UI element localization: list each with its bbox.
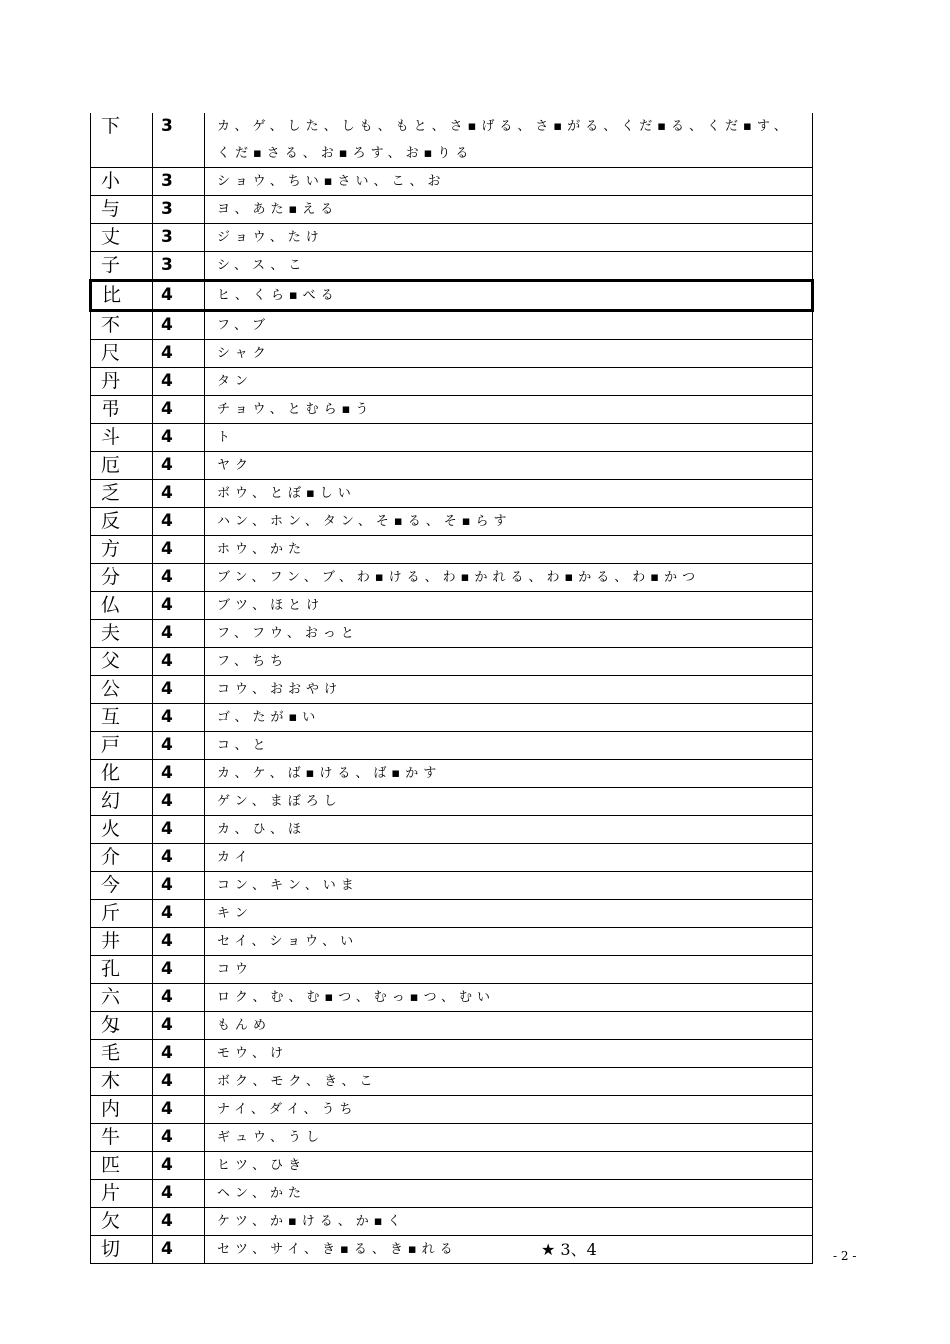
readings-cell (205, 480, 813, 508)
stroke-count-cell: 4 (153, 900, 205, 928)
reading-line: タン (217, 374, 254, 389)
kanji-cell: 尺 (91, 340, 153, 368)
kanji-cell: 弔 (91, 396, 153, 424)
table-row (91, 452, 813, 480)
kanji-cell: 火 (91, 816, 153, 844)
stroke-count-cell: 4 (153, 340, 205, 368)
stroke-count-cell: 3 (153, 224, 205, 252)
stroke-count-cell: 4 (153, 984, 205, 1012)
stroke-count-cell: 4 (153, 281, 205, 311)
table-row (91, 281, 813, 311)
reading-line: カ、ひ、ほ (217, 822, 306, 837)
table-row (91, 368, 813, 396)
table-row (91, 1096, 813, 1124)
table-row (91, 424, 813, 452)
table-row (91, 252, 813, 281)
reading-line: セイ、ショウ、い (217, 934, 359, 949)
stroke-count-cell: 4 (153, 788, 205, 816)
reading-line: ヘン、かた (217, 1186, 306, 1201)
readings-cell (205, 984, 813, 1012)
stroke-count-cell: 4 (153, 648, 205, 676)
reading-line: コン、キン、いま (217, 878, 359, 893)
readings-cell (205, 508, 813, 536)
reading-line: ナイ、ダイ、うち (217, 1102, 358, 1117)
readings-cell (205, 956, 813, 984)
table-row (91, 844, 813, 872)
kanji-cell: 幻 (91, 788, 153, 816)
table-row (91, 648, 813, 676)
table-row (91, 113, 813, 168)
kanji-cell: 下 (91, 113, 153, 168)
readings-cell (205, 1124, 813, 1152)
reading-line: ボウ、とぼ▪しい (217, 486, 356, 501)
reading-line: チョウ、とむら▪う (217, 402, 374, 417)
reading-line: セツ、サイ、き▪る、き▪れる (217, 1242, 458, 1257)
readings-cell (205, 1096, 813, 1124)
kanji-cell: 与 (91, 196, 153, 224)
reading-line: カ、ゲ、した、しも、もと、さ▪げる、さ▪がる、くだ▪る、くだ▪す、 (217, 119, 792, 134)
readings-cell (205, 452, 813, 480)
table-row (91, 1012, 813, 1040)
readings-cell (205, 844, 813, 872)
readings-cell (205, 1068, 813, 1096)
reading-line: フ、ブ (217, 318, 270, 333)
stroke-count-cell: 4 (153, 592, 205, 620)
readings-cell (205, 113, 813, 168)
table-row (91, 928, 813, 956)
kanji-cell: 木 (91, 1068, 153, 1096)
readings-cell (205, 816, 813, 844)
stroke-count-cell: 4 (153, 1180, 205, 1208)
kanji-cell: 比 (91, 281, 153, 311)
stroke-count-cell: 4 (153, 508, 205, 536)
reading-line: ヨ、あた▪える (217, 202, 339, 217)
table-row (91, 816, 813, 844)
reading-line: カイ (217, 850, 253, 865)
stroke-count-cell: 4 (153, 1124, 205, 1152)
readings-cell (205, 311, 813, 340)
reading-line: コウ、おおやけ (217, 682, 342, 697)
table-row (91, 480, 813, 508)
kanji-cell: 牛 (91, 1124, 153, 1152)
reading-line: ブン、フン、ブ、わ▪ける、わ▪かれる、わ▪かる、わ▪かつ (217, 570, 701, 585)
reading-line: ゲン、まぼろし (217, 794, 342, 809)
stroke-count-cell: 4 (153, 536, 205, 564)
reading-line: ヒ、くら▪べる (217, 288, 339, 303)
readings-cell (205, 676, 813, 704)
readings-cell (205, 536, 813, 564)
readings-cell (205, 900, 813, 928)
stroke-count-cell: 4 (153, 396, 205, 424)
readings-cell (205, 1236, 813, 1264)
reading-line: ボク、モク、き、こ (217, 1074, 378, 1089)
reading-line: ロク、む、む▪つ、むっ▪つ、むい (217, 990, 496, 1005)
kanji-cell: 乏 (91, 480, 153, 508)
readings-cell (205, 168, 813, 196)
reading-line: ト (217, 430, 236, 445)
kanji-cell: 丈 (91, 224, 153, 252)
reading-line: ジョウ、たけ (217, 230, 324, 245)
kanji-cell: 夫 (91, 620, 153, 648)
stroke-count-cell: 4 (153, 956, 205, 984)
stroke-count-cell: 3 (153, 168, 205, 196)
table-body (91, 113, 813, 1264)
stroke-count-cell: 4 (153, 311, 205, 340)
stroke-count-cell: 4 (153, 1208, 205, 1236)
kanji-cell: 子 (91, 252, 153, 281)
kanji-cell: 今 (91, 872, 153, 900)
kanji-cell: 六 (91, 984, 153, 1012)
table-row (91, 592, 813, 620)
stroke-count-cell: 4 (153, 1152, 205, 1180)
reading-line: ゴ、たが▪い (217, 710, 321, 725)
kanji-cell: 公 (91, 676, 153, 704)
kanji-cell: 小 (91, 168, 153, 196)
kanji-cell: 化 (91, 760, 153, 788)
reading-line: コウ (217, 962, 254, 977)
table-row (91, 984, 813, 1012)
reading-line: コ、と (217, 738, 271, 753)
stroke-count-cell: 4 (153, 368, 205, 396)
table-row (91, 788, 813, 816)
readings-cell (205, 872, 813, 900)
kanji-cell: 戸 (91, 732, 153, 760)
reading-line: ショウ、ちい▪さい、こ、お (217, 174, 446, 189)
readings-cell (205, 732, 813, 760)
kanji-reading-table (89, 113, 814, 1264)
table-row (91, 224, 813, 252)
readings-cell (205, 396, 813, 424)
stroke-count-cell: 4 (153, 816, 205, 844)
stroke-count-cell: 4 (153, 732, 205, 760)
kanji-cell: 匁 (91, 1012, 153, 1040)
readings-cell (205, 928, 813, 956)
stroke-count-cell: 4 (153, 676, 205, 704)
table-row (91, 900, 813, 928)
reading-line: くだ▪さる、お▪ろす、お▪りる (217, 146, 474, 161)
reading-line: カ、ケ、ば▪ける、ば▪かす (217, 766, 442, 781)
readings-cell (205, 704, 813, 732)
table-row (91, 1124, 813, 1152)
kanji-cell: 分 (91, 564, 153, 592)
kanji-cell: 斤 (91, 900, 153, 928)
kanji-cell: 仏 (91, 592, 153, 620)
table-row (91, 1208, 813, 1236)
page-number: - 2 - (833, 1249, 857, 1263)
stroke-count-cell: 3 (153, 113, 205, 168)
reading-line: フ、フウ、おっと (217, 626, 359, 641)
table-row (91, 1152, 813, 1180)
reading-line: ブツ、ほとけ (217, 598, 325, 613)
stroke-count-cell: 4 (153, 1236, 205, 1264)
kanji-cell: 方 (91, 536, 153, 564)
table-row (91, 1236, 813, 1264)
table-row (91, 1040, 813, 1068)
readings-cell (205, 281, 813, 311)
table-row (91, 956, 813, 984)
kanji-cell: 切 (91, 1236, 153, 1264)
reading-line: キン (217, 906, 253, 921)
readings-cell (205, 340, 813, 368)
reading-line: ケツ、か▪ける、か▪く (217, 1214, 406, 1229)
stroke-count-cell: 4 (153, 564, 205, 592)
kanji-cell: 互 (91, 704, 153, 732)
reading-line: シ、ス、こ (217, 258, 307, 273)
kanji-cell: 丹 (91, 368, 153, 396)
reading-line: ヤク (217, 458, 254, 473)
kanji-cell: 反 (91, 508, 153, 536)
table-row (91, 340, 813, 368)
kanji-cell: 不 (91, 311, 153, 340)
table-row (91, 676, 813, 704)
readings-cell (205, 648, 813, 676)
readings-cell (205, 1040, 813, 1068)
kanji-cell: 匹 (91, 1152, 153, 1180)
readings-cell (205, 620, 813, 648)
table-row (91, 760, 813, 788)
reading-line: ヒツ、ひき (217, 1158, 307, 1173)
readings-cell (205, 196, 813, 224)
readings-cell (205, 1208, 813, 1236)
stroke-count-cell: 4 (153, 1068, 205, 1096)
readings-cell (205, 224, 813, 252)
reading-line: フ、ちち (217, 654, 288, 669)
readings-cell (205, 1180, 813, 1208)
stroke-count-cell: 4 (153, 760, 205, 788)
readings-cell (205, 788, 813, 816)
table-row (91, 168, 813, 196)
stroke-count-cell: 4 (153, 704, 205, 732)
kanji-cell: 斗 (91, 424, 153, 452)
readings-cell (205, 252, 813, 281)
stroke-count-cell: 4 (153, 928, 205, 956)
kanji-cell: 欠 (91, 1208, 153, 1236)
readings-cell (205, 424, 813, 452)
table-row (91, 620, 813, 648)
kanji-cell: 孔 (91, 956, 153, 984)
table-row (91, 1068, 813, 1096)
table-row (91, 508, 813, 536)
table-row (91, 396, 813, 424)
reading-line: ギュウ、うし (217, 1130, 324, 1145)
table-row (91, 732, 813, 760)
table-row (91, 564, 813, 592)
table-row (91, 872, 813, 900)
kanji-cell: 片 (91, 1180, 153, 1208)
stroke-count-cell: 4 (153, 424, 205, 452)
table-row (91, 536, 813, 564)
star-note: ★ 3、4 (541, 1240, 597, 1259)
readings-cell (205, 1012, 813, 1040)
table-row (91, 311, 813, 340)
table-row (91, 196, 813, 224)
stroke-count-cell: 4 (153, 844, 205, 872)
stroke-count-cell: 4 (153, 1040, 205, 1068)
stroke-count-cell: 4 (153, 1012, 205, 1040)
stroke-count-cell: 4 (153, 452, 205, 480)
stroke-count-cell: 4 (153, 620, 205, 648)
kanji-cell: 井 (91, 928, 153, 956)
readings-cell (205, 368, 813, 396)
stroke-count-cell: 4 (153, 480, 205, 508)
stroke-count-cell: 3 (153, 252, 205, 281)
stroke-count-cell: 3 (153, 196, 205, 224)
reading-line: もんめ (217, 1018, 272, 1033)
table-row (91, 1180, 813, 1208)
reading-line: モウ、け (217, 1046, 288, 1061)
readings-cell (205, 760, 813, 788)
readings-cell (205, 564, 813, 592)
stroke-count-cell: 4 (153, 872, 205, 900)
stroke-count-cell: 4 (153, 1096, 205, 1124)
readings-cell (205, 592, 813, 620)
readings-cell (205, 1152, 813, 1180)
kanji-cell: 介 (91, 844, 153, 872)
kanji-cell: 父 (91, 648, 153, 676)
kanji-cell: 内 (91, 1096, 153, 1124)
kanji-cell: 毛 (91, 1040, 153, 1068)
reading-line: ホウ、かた (217, 542, 306, 557)
table-row (91, 704, 813, 732)
reading-line: シャク (217, 346, 271, 361)
reading-line: ハン、ホン、タン、そ▪る、そ▪らす (217, 514, 512, 529)
kanji-cell: 厄 (91, 452, 153, 480)
